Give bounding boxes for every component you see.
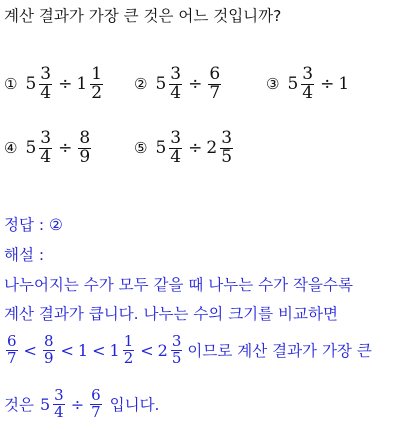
final-suffix: 입니다. xyxy=(109,396,160,415)
fraction xyxy=(123,334,135,367)
option-marker: ⑤ xyxy=(134,139,148,158)
numerator: 3 xyxy=(221,128,233,148)
question-text: 계산 결과가 가장 큰 것은 어느 것입니까? xyxy=(4,7,282,25)
option-marker: ③ xyxy=(266,75,280,94)
less-than-sign: < xyxy=(60,340,74,360)
whole-number: 2 xyxy=(206,138,218,159)
numerator: 3 xyxy=(40,64,52,84)
numerator: 3 xyxy=(40,128,52,148)
divide-sign: ÷ xyxy=(188,138,203,159)
fraction xyxy=(43,334,55,367)
fraction xyxy=(39,130,52,167)
fraction xyxy=(208,66,221,103)
whole-number: 1 xyxy=(76,74,88,95)
numerator: 8 xyxy=(43,332,54,350)
whole-number: 1 xyxy=(109,340,120,360)
solution-title: 해설 : xyxy=(4,246,45,264)
solution-inequality xyxy=(4,334,372,367)
denominator: 5 xyxy=(171,348,182,367)
divide-sign: ÷ xyxy=(58,74,73,95)
denominator: 4 xyxy=(54,402,64,421)
denominator: 7 xyxy=(209,82,221,103)
solution-line-1: 나누어지는 수가 모두 같을 때 나누는 수가 작을수록 xyxy=(4,276,353,294)
denominator: 7 xyxy=(91,402,101,421)
numerator: 6 xyxy=(7,332,17,350)
denominator: 2 xyxy=(123,348,134,367)
numerator: 1 xyxy=(123,332,134,350)
fraction xyxy=(39,66,52,103)
numerator: 3 xyxy=(170,64,182,84)
whole-number: 5 xyxy=(25,138,37,159)
whole-number: 5 xyxy=(25,74,37,95)
fraction xyxy=(78,130,91,167)
option-5[interactable] xyxy=(134,130,235,167)
inequality-tail-text: 이므로 계산 결과가 가장 큰 xyxy=(187,342,372,361)
numerator: 6 xyxy=(91,386,101,404)
answer-label: 정답 : xyxy=(4,216,50,234)
option-marker: ④ xyxy=(4,139,18,158)
denominator: 4 xyxy=(302,82,314,103)
numerator: 1 xyxy=(91,64,103,84)
divide-sign: ÷ xyxy=(70,394,85,414)
fraction xyxy=(53,388,65,421)
whole-number: 5 xyxy=(39,394,51,414)
denominator: 9 xyxy=(79,146,91,167)
whole-number: 2 xyxy=(157,340,168,360)
option-marker: ② xyxy=(134,75,148,94)
option-1[interactable] xyxy=(4,66,105,103)
fraction xyxy=(169,130,182,167)
numerator: 6 xyxy=(209,64,221,84)
fraction xyxy=(6,334,18,367)
option-3[interactable] xyxy=(266,66,349,103)
answer-value: ② xyxy=(49,216,63,234)
divide-sign: ÷ xyxy=(58,138,73,159)
fraction xyxy=(90,388,102,421)
fraction xyxy=(220,130,233,167)
divide-sign: ÷ xyxy=(188,74,203,95)
denominator: 4 xyxy=(40,146,52,167)
numerator: 8 xyxy=(79,128,91,148)
answer-line xyxy=(4,213,63,235)
denominator: 2 xyxy=(91,82,103,103)
denominator: 4 xyxy=(170,82,182,103)
fraction xyxy=(90,66,103,103)
whole-number: 5 xyxy=(155,74,167,95)
less-than-sign: < xyxy=(92,340,106,360)
denominator: 5 xyxy=(221,146,233,167)
fraction xyxy=(169,66,182,103)
option-2[interactable] xyxy=(134,66,223,103)
solution-line-2: 계산 결과가 큽니다. 나누는 수의 크기를 비교하면 xyxy=(4,305,338,323)
whole-number: 1 xyxy=(77,340,89,360)
whole-number: 5 xyxy=(155,138,167,159)
less-than-sign: < xyxy=(23,340,37,360)
option-marker: ① xyxy=(4,75,18,94)
whole-number: 5 xyxy=(287,74,299,95)
divide-sign: ÷ xyxy=(320,74,335,95)
less-than-sign: < xyxy=(140,340,154,360)
numerator: 3 xyxy=(170,128,182,148)
whole-number: 1 xyxy=(338,74,350,95)
denominator: 4 xyxy=(40,82,52,103)
fraction xyxy=(171,334,183,367)
final-prefix: 것은 xyxy=(4,396,34,415)
denominator: 4 xyxy=(170,146,182,167)
option-4[interactable] xyxy=(4,130,93,167)
numerator: 3 xyxy=(171,332,182,350)
denominator: 7 xyxy=(7,348,17,367)
numerator: 3 xyxy=(54,386,64,404)
numerator: 3 xyxy=(302,64,314,84)
denominator: 9 xyxy=(43,348,54,367)
solution-final xyxy=(4,388,160,421)
fraction xyxy=(301,66,314,103)
